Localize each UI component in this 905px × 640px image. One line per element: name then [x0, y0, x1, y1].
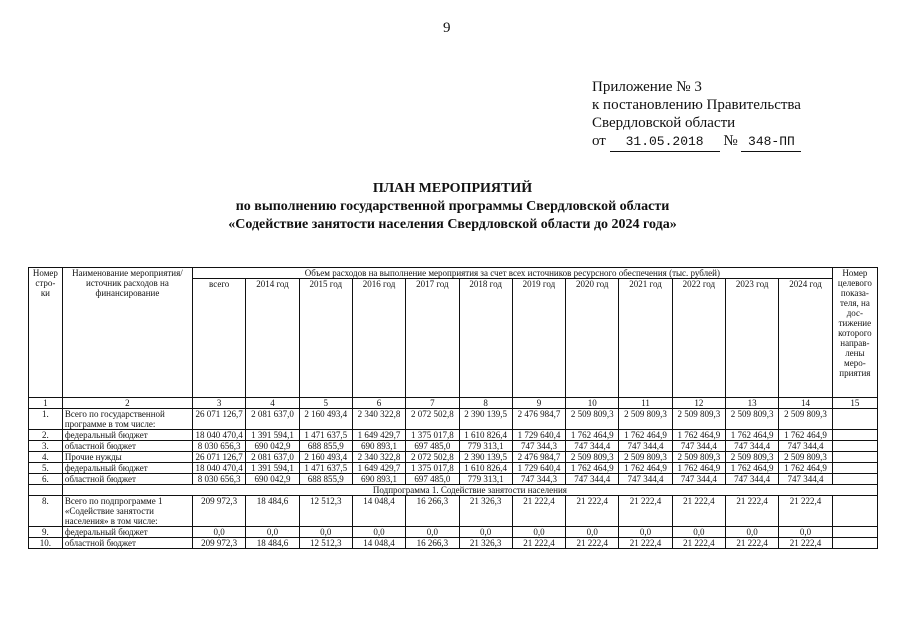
value-cell: 209 972,3 — [193, 496, 246, 527]
value-cell: 690 042,9 — [246, 474, 299, 485]
header-volume: Объем расходов на выполнение мероприятия за счет всех источников ресурсного обеспечения (тыс. рублей) — [193, 268, 833, 279]
year-header: 2016 год — [352, 279, 405, 398]
value-cell: 2 390 139,5 — [459, 452, 512, 463]
value-cell: 747 344,4 — [672, 474, 725, 485]
table-row — [29, 474, 878, 485]
value-cell: 1 610 826,4 — [459, 430, 512, 441]
value-cell: 1 762 464,9 — [619, 463, 672, 474]
value-cell: 0,0 — [193, 527, 246, 538]
target-cell — [832, 430, 877, 441]
target-cell — [832, 409, 877, 430]
value-cell: 747 344,4 — [725, 441, 778, 452]
plan-table — [28, 267, 878, 549]
value-cell: 21 326,3 — [459, 496, 512, 527]
value-cell: 688 855,9 — [299, 474, 352, 485]
row-name: Прочие нужды — [62, 452, 192, 463]
column-number: 3 — [193, 398, 246, 409]
value-cell: 21 222,4 — [512, 538, 565, 549]
value-cell: 1 375 017,8 — [406, 430, 459, 441]
rows-program — [29, 409, 878, 485]
table-row — [29, 496, 878, 527]
value-cell: 0,0 — [246, 527, 299, 538]
value-cell: 747 344,4 — [619, 474, 672, 485]
value-cell: 2 072 502,8 — [406, 409, 459, 430]
value-cell: 690 042,9 — [246, 441, 299, 452]
value-cell: 747 344,4 — [566, 474, 619, 485]
column-number: 8 — [459, 398, 512, 409]
appendix-block — [592, 78, 801, 152]
value-cell: 2 509 809,3 — [779, 409, 832, 430]
year-header: 2015 год — [299, 279, 352, 398]
row-name: областной бюджет — [62, 474, 192, 485]
value-cell: 2 340 322,8 — [352, 409, 405, 430]
value-cell: 18 484,6 — [246, 496, 299, 527]
target-cell — [832, 463, 877, 474]
year-header: 2017 год — [406, 279, 459, 398]
value-cell: 1 762 464,9 — [672, 463, 725, 474]
value-cell: 14 048,4 — [352, 496, 405, 527]
value-cell: 14 048,4 — [352, 538, 405, 549]
value-cell: 26 071 126,7 — [193, 409, 246, 430]
table-row — [29, 430, 878, 441]
column-number: 2 — [62, 398, 192, 409]
value-cell: 2 390 139,5 — [459, 409, 512, 430]
value-cell: 697 485,0 — [406, 474, 459, 485]
year-header: 2019 год — [512, 279, 565, 398]
decree-date: 31.05.2018 — [610, 133, 720, 152]
column-number: 12 — [672, 398, 725, 409]
value-cell: 0,0 — [779, 527, 832, 538]
row-name: Всего по государственной программе в том числе: — [62, 409, 192, 430]
header-row-no: Номер стро-ки — [29, 268, 63, 398]
value-cell: 0,0 — [406, 527, 459, 538]
value-cell: 18 484,6 — [246, 538, 299, 549]
value-cell: 1 762 464,9 — [619, 430, 672, 441]
row-number: 4. — [29, 452, 63, 463]
section-row-no — [29, 485, 63, 496]
value-cell: 16 266,3 — [406, 496, 459, 527]
value-cell: 779 313,1 — [459, 474, 512, 485]
value-cell: 0,0 — [672, 527, 725, 538]
row-number: 3. — [29, 441, 63, 452]
value-cell: 1 762 464,9 — [725, 463, 778, 474]
value-cell: 2 340 322,8 — [352, 452, 405, 463]
row-name: федеральный бюджет — [62, 527, 192, 538]
value-cell: 21 222,4 — [566, 496, 619, 527]
value-cell: 2 476 984,7 — [512, 452, 565, 463]
header-target: Номер целевого показа-теля, на дос-тижение которого направ-лены меро-приятия — [832, 268, 877, 398]
column-number: 4 — [246, 398, 299, 409]
value-cell: 747 344,4 — [619, 441, 672, 452]
value-cell: 18 040 470,4 — [193, 463, 246, 474]
value-cell: 1 649 429,7 — [352, 463, 405, 474]
column-number: 7 — [406, 398, 459, 409]
year-header: 2022 год — [672, 279, 725, 398]
value-cell: 2 081 637,0 — [246, 409, 299, 430]
table-row — [29, 538, 878, 549]
value-cell: 1 762 464,9 — [725, 430, 778, 441]
value-cell: 1 471 637,5 — [299, 430, 352, 441]
value-cell: 2 509 809,3 — [619, 409, 672, 430]
column-number: 6 — [352, 398, 405, 409]
appendix-region: Свердловской области — [592, 115, 736, 131]
value-cell: 2 509 809,3 — [566, 409, 619, 430]
appendix-decree: к постановлению Правительства — [592, 97, 801, 113]
value-cell: 2 509 809,3 — [779, 452, 832, 463]
value-cell: 12 512,3 — [299, 538, 352, 549]
target-cell — [832, 452, 877, 463]
header-row-1 — [29, 268, 878, 279]
title-main: ПЛАН МЕРОПРИЯТИЙ — [372, 181, 533, 196]
target-cell — [832, 441, 877, 452]
column-number: 9 — [512, 398, 565, 409]
row-number: 6. — [29, 474, 63, 485]
value-cell: 21 222,4 — [566, 538, 619, 549]
year-header: всего — [193, 279, 246, 398]
row-number: 8. — [29, 496, 63, 527]
value-cell: 12 512,3 — [299, 496, 352, 527]
value-cell: 2 072 502,8 — [406, 452, 459, 463]
value-cell: 690 893,1 — [352, 441, 405, 452]
value-cell: 1 762 464,9 — [566, 430, 619, 441]
table-row — [29, 452, 878, 463]
value-cell: 697 485,0 — [406, 441, 459, 452]
column-number: 10 — [566, 398, 619, 409]
value-cell: 1 610 826,4 — [459, 463, 512, 474]
value-cell: 1 391 594,1 — [246, 463, 299, 474]
column-number: 13 — [725, 398, 778, 409]
value-cell: 1 471 637,5 — [299, 463, 352, 474]
value-cell: 747 344,4 — [672, 441, 725, 452]
value-cell: 747 344,3 — [512, 474, 565, 485]
value-cell: 1 729 640,4 — [512, 463, 565, 474]
value-cell: 1 762 464,9 — [779, 463, 832, 474]
value-cell: 21 222,4 — [725, 496, 778, 527]
title-sub2: «Содействие занятости населения Свердловской области до 2024 года» — [228, 217, 677, 232]
value-cell: 2 160 493,4 — [299, 409, 352, 430]
value-cell: 26 071 126,7 — [193, 452, 246, 463]
section-title: Подпрограмма 1. Содействие занятости населения — [62, 485, 877, 496]
value-cell: 18 040 470,4 — [193, 430, 246, 441]
title-sub1: по выполнению государственной программы Свердловской области — [235, 199, 670, 214]
value-cell: 2 081 637,0 — [246, 452, 299, 463]
value-cell: 21 222,4 — [672, 496, 725, 527]
value-cell: 21 326,3 — [459, 538, 512, 549]
value-cell: 747 344,4 — [725, 474, 778, 485]
value-cell: 1 729 640,4 — [512, 430, 565, 441]
value-cell: 21 222,4 — [779, 538, 832, 549]
value-cell: 21 222,4 — [619, 496, 672, 527]
target-cell — [832, 474, 877, 485]
value-cell: 2 509 809,3 — [672, 452, 725, 463]
target-cell — [832, 527, 877, 538]
column-number: 1 — [29, 398, 63, 409]
value-cell: 2 509 809,3 — [725, 452, 778, 463]
value-cell: 1 375 017,8 — [406, 463, 459, 474]
table-row — [29, 463, 878, 474]
year-header: 2023 год — [725, 279, 778, 398]
value-cell: 21 222,4 — [725, 538, 778, 549]
column-number: 5 — [299, 398, 352, 409]
decree-number: 348-ПП — [741, 133, 801, 152]
row-number: 5. — [29, 463, 63, 474]
target-cell — [832, 538, 877, 549]
value-cell: 0,0 — [725, 527, 778, 538]
value-cell: 8 030 656,3 — [193, 474, 246, 485]
row-number: 1. — [29, 409, 63, 430]
column-number: 14 — [779, 398, 832, 409]
table-row — [29, 441, 878, 452]
value-cell: 8 030 656,3 — [193, 441, 246, 452]
value-cell: 1 649 429,7 — [352, 430, 405, 441]
value-cell: 747 344,4 — [566, 441, 619, 452]
value-cell: 209 972,3 — [193, 538, 246, 549]
column-number-row — [29, 398, 878, 409]
value-cell: 747 344,4 — [779, 474, 832, 485]
value-cell: 0,0 — [619, 527, 672, 538]
row-name: областной бюджет — [62, 538, 192, 549]
value-cell: 1 762 464,9 — [779, 430, 832, 441]
value-cell: 2 509 809,3 — [566, 452, 619, 463]
column-number: 11 — [619, 398, 672, 409]
value-cell: 0,0 — [566, 527, 619, 538]
value-cell: 2 509 809,3 — [619, 452, 672, 463]
value-cell: 2 509 809,3 — [725, 409, 778, 430]
value-cell: 779 313,1 — [459, 441, 512, 452]
target-cell — [832, 496, 877, 527]
value-cell: 21 222,4 — [779, 496, 832, 527]
number-label: № — [723, 133, 738, 149]
year-header: 2021 год — [619, 279, 672, 398]
value-cell: 688 855,9 — [299, 441, 352, 452]
row-name: областной бюджет — [62, 441, 192, 452]
row-name: федеральный бюджет — [62, 430, 192, 441]
value-cell: 690 893,1 — [352, 474, 405, 485]
rows-subprogram — [29, 496, 878, 549]
page-number: 9 — [443, 20, 451, 36]
appendix-title: Приложение № 3 — [592, 79, 702, 95]
appendix-date-line — [592, 132, 801, 152]
value-cell: 2 476 984,7 — [512, 409, 565, 430]
year-header: 2024 год — [779, 279, 832, 398]
value-cell: 0,0 — [512, 527, 565, 538]
row-name: федеральный бюджет — [62, 463, 192, 474]
value-cell: 21 222,4 — [512, 496, 565, 527]
value-cell: 21 222,4 — [672, 538, 725, 549]
value-cell: 2 509 809,3 — [672, 409, 725, 430]
value-cell: 1 762 464,9 — [672, 430, 725, 441]
value-cell: 21 222,4 — [619, 538, 672, 549]
value-cell: 2 160 493,4 — [299, 452, 352, 463]
column-number: 15 — [832, 398, 877, 409]
value-cell: 0,0 — [352, 527, 405, 538]
from-label: от — [592, 133, 606, 149]
year-header: 2020 год — [566, 279, 619, 398]
header-name: Наименование мероприятия/ источник расходов на финансирование — [62, 268, 192, 398]
document-title — [0, 180, 905, 234]
value-cell: 747 344,4 — [779, 441, 832, 452]
table-row — [29, 409, 878, 430]
row-number: 9. — [29, 527, 63, 538]
year-header: 2018 год — [459, 279, 512, 398]
year-header: 2014 год — [246, 279, 299, 398]
value-cell: 16 266,3 — [406, 538, 459, 549]
value-cell: 1 391 594,1 — [246, 430, 299, 441]
value-cell: 0,0 — [459, 527, 512, 538]
row-number: 10. — [29, 538, 63, 549]
row-number: 2. — [29, 430, 63, 441]
section-row — [29, 485, 878, 496]
row-name: Всего по подпрограмме 1 «Содействие занятости населения» в том числе: — [62, 496, 192, 527]
value-cell: 0,0 — [299, 527, 352, 538]
value-cell: 1 762 464,9 — [566, 463, 619, 474]
table-row — [29, 527, 878, 538]
value-cell: 747 344,3 — [512, 441, 565, 452]
